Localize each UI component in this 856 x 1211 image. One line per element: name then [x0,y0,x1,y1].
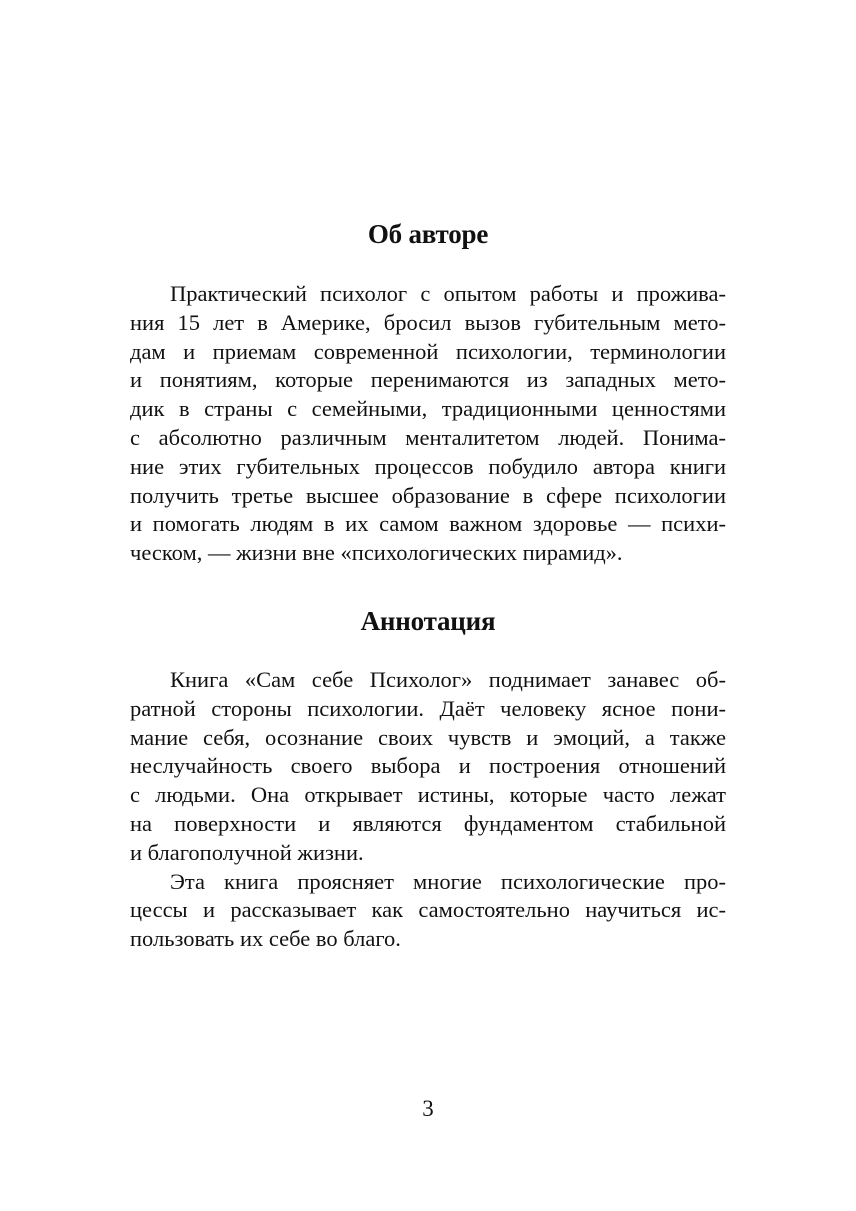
page-number: 3 [422,1096,434,1121]
text-line: цессы и рассказывает как самостоятельно научиться ис- [130,897,726,923]
text-line: на поверхности и являются фундаментом стабильной [130,810,726,836]
text-line: ния 15 лет в Америке, бросил вызов губительным мето- [130,309,726,335]
text-line: и помогать людям в их самом важном здоровье — психи- [130,511,726,537]
text-line: мание себя, осознание своих чувств и эмоций, а также [130,724,726,750]
annotation-body [130,666,726,954]
text-line: неслучайность своего выбора и построения отношений [130,753,726,779]
annotation-heading: Аннотация [360,606,496,636]
annotation-paragraph-1 [130,666,726,868]
text-line: дам и приемам современной психологии, терминологии [130,338,726,364]
text-line: с людьми. Она открывает истины, которые часто лежат [130,782,726,808]
text-line: с абсолютно различным менталитетом людей. Понима- [130,424,726,450]
text-line: и благополучной жизни. [130,839,364,865]
text-line: получить третье высшее образование в сфере психологии [130,482,726,508]
annotation-paragraph-2 [130,868,726,954]
text-line: ческом, — жизни вне «психологических пирамид». [130,540,623,566]
text-line: ние этих губительных процессов побудило автора книги [130,453,726,479]
text-line: пользовать их себе во благо. [130,926,401,952]
text-line: и понятиям, которые перенимаются из западных мето- [130,367,726,393]
text-line: Практический психолог с опытом работы и прожива- [170,281,726,306]
text-line: ратной стороны психологии. Даёт человеку ясное пони- [130,695,726,721]
text-line: Эта книга проясняет многие психологические про- [170,868,726,894]
text-line: дик в страны с семейными, традиционными ценностями [130,396,726,422]
about-author-heading: Об авторе [367,219,489,249]
about-author-paragraph [130,280,726,568]
text-line: Книга «Сам себе Психолог» поднимает занавес об- [170,667,726,692]
